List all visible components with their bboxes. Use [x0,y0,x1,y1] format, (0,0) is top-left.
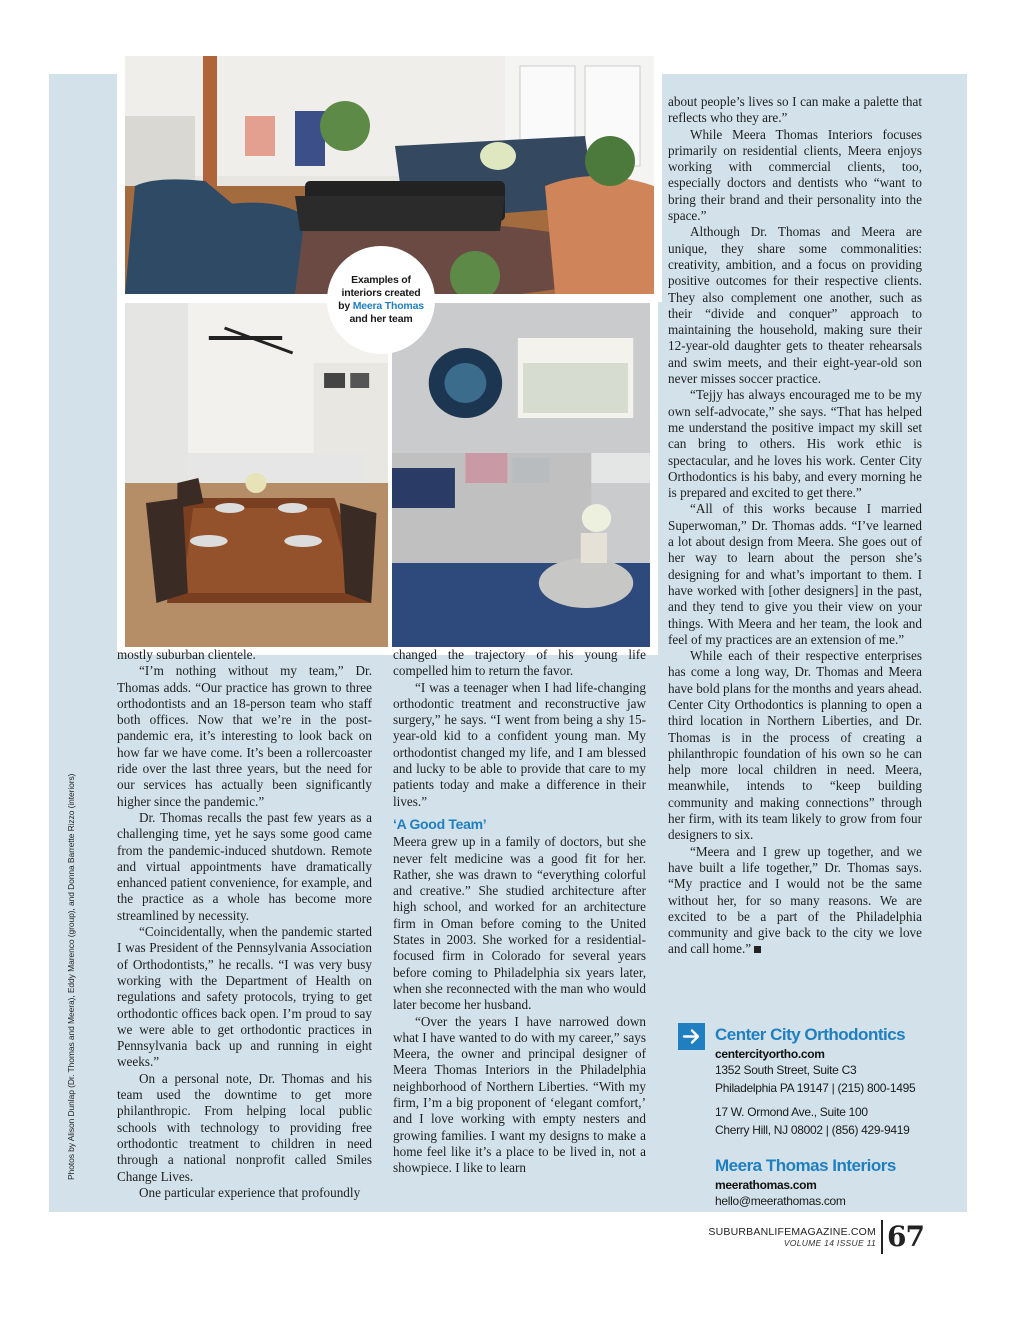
ortho-address-1: 1352 South Street, Suite C3 [715,1063,857,1077]
ortho-address-3: 17 W. Ormond Ave., Suite 100 [715,1105,868,1119]
article-column-3 [668,94,922,958]
paragraph: Dr. Thomas recalls the past few years as a challenging time, yet he says some good came from the pandemic-induced shutdown. Remote and virtual appointments have dramatically enhanced patient convenience, for example, and the practice as a whole has become more streamlined by necessity. [117,809,372,923]
page-footer [708,1226,876,1248]
article-column-2 [393,647,646,1177]
caption-line-3 [338,300,424,313]
caption-line-1: Examples of [351,274,411,286]
arrow-right-icon [678,1023,705,1050]
article-column-1 [117,647,372,1201]
page-number: 67 [881,1220,924,1254]
den-photo [388,295,658,655]
photo-caption-badge [327,246,435,354]
interiors-email[interactable]: hello@meerathomas.com [715,1194,846,1208]
paragraph: “Tejjy has always encouraged me to be my own self-advocate,” she says. “That has helped me understand the positive impact my skill set can bring to others. His work ethic is spectacular, and he loves his work. Center City Orthodontics is his baby, and every morning he is prepared and excited to get there.” [668,387,922,501]
ortho-name: Center City Orthodontics [715,1025,906,1044]
paragraph: about people’s lives so I can make a palette that reflects who they are.” [668,94,922,126]
paragraph: “Meera and I grew up together, and we have built a life together,” Dr. Thomas says. “My practice and I would not be the same without her, for so many reasons. We are excited to be a part of the Philadelphia community and give back to the city we love and call home.” [668,843,922,957]
paragraph: One particular experience that profoundly [139,1184,361,1200]
end-mark-icon [754,946,761,953]
paragraph: While each of their respective enterprises has come a long way, Dr. Thomas and Meera have bold plans for the months and years ahead. Center City Orthodontics is planning to open a third location in Northern Liberties, and Dr. Thomas is in the process of creating a philanthropic foundation of his own so he can help more local children in need. Meera, meanwhile, intends to “keep building community and making connections” through her firm, with its team likely to grow from four designers to six. [668,648,922,843]
paragraph: “I’m nothing without my team,” Dr. Thomas adds. “Our practice has grown to three orthodontists and an 18-person team who staff both offices. Now that we’re in the post-pandemic era, it’s interesting to look back on how far we have come. It’s been a rollercoaster ride over the last three years, but the need for our services has actually been significantly higher since the pandemic.” [117,663,372,809]
caption-line-2: interiors created [341,287,421,299]
caption-line-4: and her team [349,313,413,325]
footer-site: SUBURBANLIFEMAGAZINE.COM [708,1226,876,1238]
caption-prefix: by [338,300,353,312]
paragraph: “Coincidentally, when the pandemic started I was President of the Pennsylvania Association of Orthodontists,” he recalls. “I was very busy working with the Department of Health on regulations and safety protocols, trying to get orthodontic offices back open. I’m proud to say we were able to get orthodontic practices in Pennsylvania back up and running in eight weeks.” [117,924,372,1070]
ortho-contact [715,1025,915,1139]
paragraph: “Over the years I have narrowed down what I have wanted to do with my career,” says Meera, the owner and principal designer of Meera Thomas Interiors in the Philadelphia neighborhood of Northern Liberties. “With my firm, I’m a big proponent of ‘elegant comfort,’ and I love working with empty nesters and growing families. I want my designs to make a home feel like it’s a place to be lived in, not a showpiece. I like to learn [393,1013,646,1176]
paragraph: mostly suburban clientele. [117,647,256,662]
paragraph: “All of this works because I married Superwoman,” Dr. Thomas adds. “I’ve learned a lot about design from Meera. She goes out of her way to learn about the person she’s designing for and what’s important to them. I have worked with [other designers] in the past, and they tend to give you their view on your things. With Meera and her team, the look and feel of my practices are an extension of me.” [668,501,922,647]
paragraph: Although Dr. Thomas and Meera are unique, they share some commonalities: creativity, ambition, and a focus on providing positive outcomes for their respective clients. They also complement one another, such as their “divide and conquer” approach to maintaining the household, making sure their 12-year-old daughter gets to theater rehearsals and swim meets, and their eight-year-old son never misses soccer practice. [668,224,922,387]
paragraph: While Meera Thomas Interiors focuses primarily on residential clients, Meera enjoys working with commercial clients, too, especially doctors and dentists who “want to bring their brand and their personality into the space.” [668,126,922,224]
paragraph: changed the trajectory of his young life compelled him to return the favor. [393,647,646,679]
paragraph: Meera grew up in a family of doctors, but she never felt medicine was a good fit for her. Rather, she was drawn to “everything colorful and creative.” She studied architecture after high school, and worked for an architecture firm in Oman before coming to the United States in 2003. She worked for a residential-focused firm in Colorado for several years before coming to Philadelphia six years later, when she reconnected with the man who would later become her husband. [393,834,646,1013]
ortho-address-2: Philadelphia PA 19147 | (215) 800-1495 [715,1081,916,1095]
interiors-name: Meera Thomas Interiors [715,1156,896,1175]
paragraph: On a personal note, Dr. Thomas and his team used the downtime to get more philanthropic. From helping local public schools with technology to providing free orthodontic treatment to children in need through a national nonprofit called Smiles Change Lives. [117,1070,372,1184]
paragraph: “I was a teenager when I had life-changing orthodontic treatment and reconstructive jaw surgery,” he says. “I went from being a shy 15-year-old kid to a confident young man. My orthodontist changed my life, and I am blessed and lucky to be able to provide that care to my patients today and make a difference in their lives.” [393,679,646,809]
dining-room-photo [117,295,392,655]
interiors-contact [715,1156,896,1210]
section-subhead: ‘A Good Team’ [393,815,487,832]
footer-volume: VOLUME 14 ISSUE 11 [783,1238,876,1248]
interiors-url[interactable]: meerathomas.com [715,1178,817,1192]
caption-designer-name: Meera Thomas [352,300,424,312]
ortho-url[interactable]: centercityortho.com [715,1047,825,1061]
ortho-address-4: Cherry Hill, NJ 08002 | (856) 429-9419 [715,1123,910,1137]
photo-credit: Photos by Alison Dunlap (Dr. Thomas and Meera), Eddy Marenco (group), and Donna Barrette Rizzo (interiors) [66,773,76,1180]
